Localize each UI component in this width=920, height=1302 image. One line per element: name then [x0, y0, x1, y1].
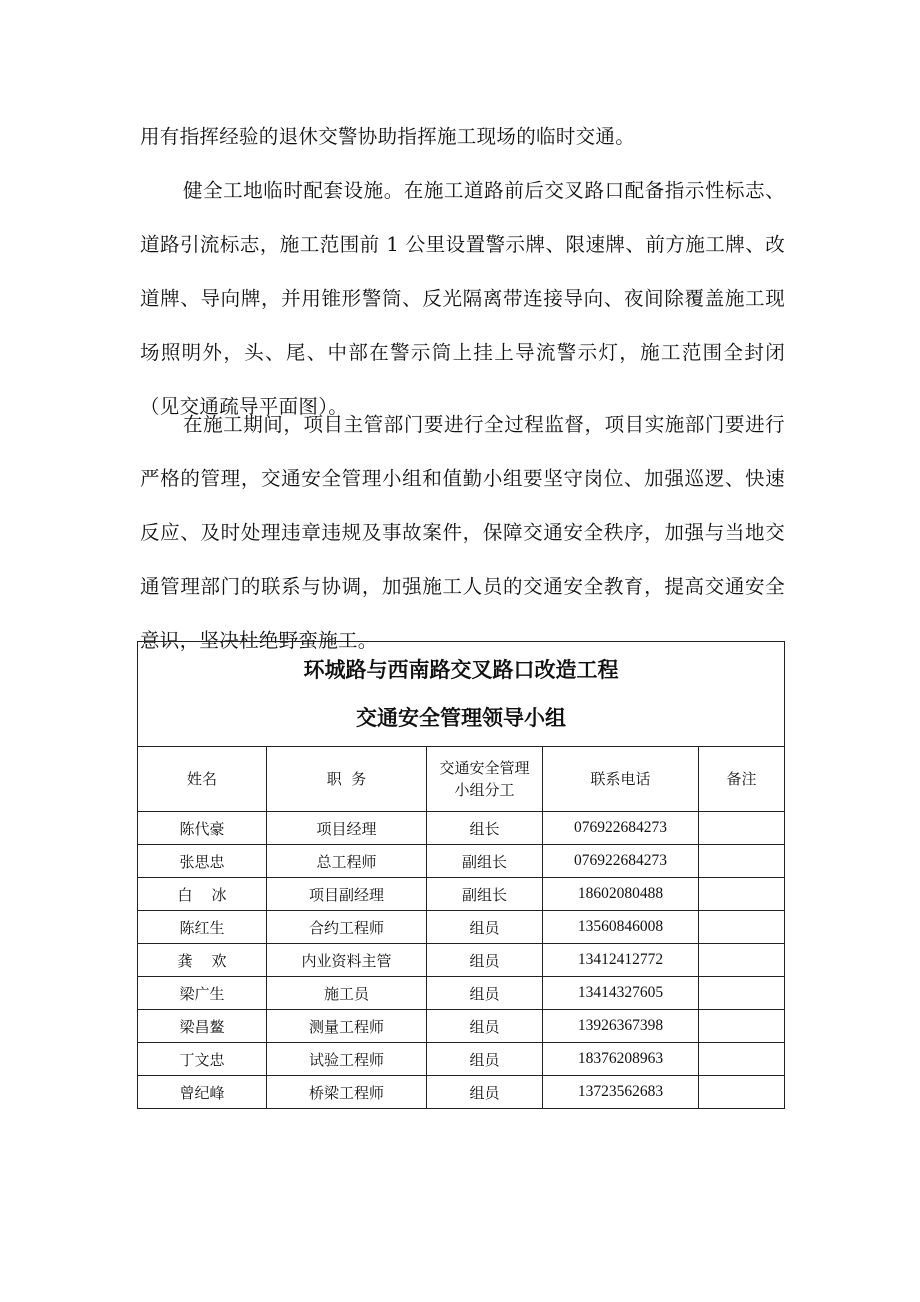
table-row	[138, 977, 785, 1010]
header-position: 职 务	[267, 747, 427, 812]
table-row	[138, 1043, 785, 1076]
cell-remarks	[699, 878, 785, 911]
cell-remarks	[699, 1043, 785, 1076]
cell-phone: 076922684273	[543, 845, 699, 878]
cell-remarks	[699, 812, 785, 845]
cell-name: 陈代豪	[138, 812, 267, 845]
cell-position: 内业资料主管	[267, 944, 427, 977]
cell-name: 梁昌鳌	[138, 1010, 267, 1043]
header-phone: 联系电话	[543, 747, 699, 812]
cell-name: 丁文忠	[138, 1043, 267, 1076]
cell-name: 龚 欢	[138, 944, 267, 977]
cell-position: 总工程师	[267, 845, 427, 878]
header-role	[427, 747, 543, 812]
cell-name: 张思忠	[138, 845, 267, 878]
cell-position: 合约工程师	[267, 911, 427, 944]
header-name: 姓名	[138, 747, 267, 812]
cell-position: 测量工程师	[267, 1010, 427, 1043]
table-row	[138, 944, 785, 977]
paragraph-supervision: 在施工期间，项目主管部门要进行全过程监督，项目实施部门要进行严格的管理，交通安全管理小组和值勤小组要坚守岗位、加强巡逻、快速反应、及时处理违章违规及事故案件，保障交通安全秩序，加强与当地交通管理部门的联系与协调，加强施工人员的交通安全教育，提高交通安全意识，坚决杜绝野蛮施工。	[140, 413, 785, 652]
cell-phone: 13414327605	[543, 977, 699, 1010]
cell-role: 组员	[427, 1076, 543, 1109]
cell-position: 项目经理	[267, 812, 427, 845]
cell-name: 梁广生	[138, 977, 267, 1010]
safety-group-table	[137, 641, 785, 1109]
cell-position: 桥梁工程师	[267, 1076, 427, 1109]
cell-phone: 13926367398	[543, 1010, 699, 1043]
table-row	[138, 812, 785, 845]
table-title	[138, 642, 785, 747]
table-header-row	[138, 747, 785, 812]
cell-remarks	[699, 944, 785, 977]
table-row	[138, 911, 785, 944]
cell-remarks	[699, 1010, 785, 1043]
table-title-line-1: 环城路与西南路交叉路口改造工程	[303, 658, 619, 682]
cell-remarks	[699, 845, 785, 878]
cell-phone: 18376208963	[543, 1043, 699, 1076]
cell-role: 副组长	[427, 845, 543, 878]
header-remarks: 备注	[699, 747, 785, 812]
cell-role: 组员	[427, 911, 543, 944]
cell-phone: 076922684273	[543, 812, 699, 845]
cell-role: 组员	[427, 944, 543, 977]
paragraph-temporary-facilities: 健全工地临时配套设施。在施工道路前后交叉路口配备指示性标志、道路引流标志，施工范围前 1 公里设置警示牌、限速牌、前方施工牌、改道牌、导向牌，并用锥形警筒、反光隔离带连接导向、夜间除覆盖施工现场照明外，头、尾、中部在警示筒上挂上导流警示灯，施工范围全封闭（见交通疏导平面图）。	[140, 179, 785, 418]
cell-phone: 13560846008	[543, 911, 699, 944]
cell-name: 曾纪峰	[138, 1076, 267, 1109]
cell-role: 组员	[427, 1010, 543, 1043]
cell-position: 项目副经理	[267, 878, 427, 911]
cell-phone: 18602080488	[543, 878, 699, 911]
cell-remarks	[699, 977, 785, 1010]
cell-name: 陈红生	[138, 911, 267, 944]
header-role-line-2: 小组分工	[454, 781, 515, 799]
table-row	[138, 878, 785, 911]
cell-role: 组长	[427, 812, 543, 845]
header-role-line-1: 交通安全管理	[439, 759, 530, 777]
cell-position: 施工员	[267, 977, 427, 1010]
cell-remarks	[699, 1076, 785, 1109]
table-row	[138, 845, 785, 878]
cell-phone: 13412412772	[543, 944, 699, 977]
table-row	[138, 1076, 785, 1109]
cell-phone: 13723562683	[543, 1076, 699, 1109]
cell-role: 组员	[427, 977, 543, 1010]
cell-position: 试验工程师	[267, 1043, 427, 1076]
table-title-row	[138, 642, 785, 747]
cell-role: 组员	[427, 1043, 543, 1076]
paragraph-traffic-police: 用有指挥经验的退休交警协助指挥施工现场的临时交通。	[140, 125, 636, 148]
table-row	[138, 1010, 785, 1043]
cell-name: 白 冰	[138, 878, 267, 911]
cell-remarks	[699, 911, 785, 944]
cell-role: 副组长	[427, 878, 543, 911]
table-title-line-2: 交通安全管理领导小组	[356, 706, 567, 730]
